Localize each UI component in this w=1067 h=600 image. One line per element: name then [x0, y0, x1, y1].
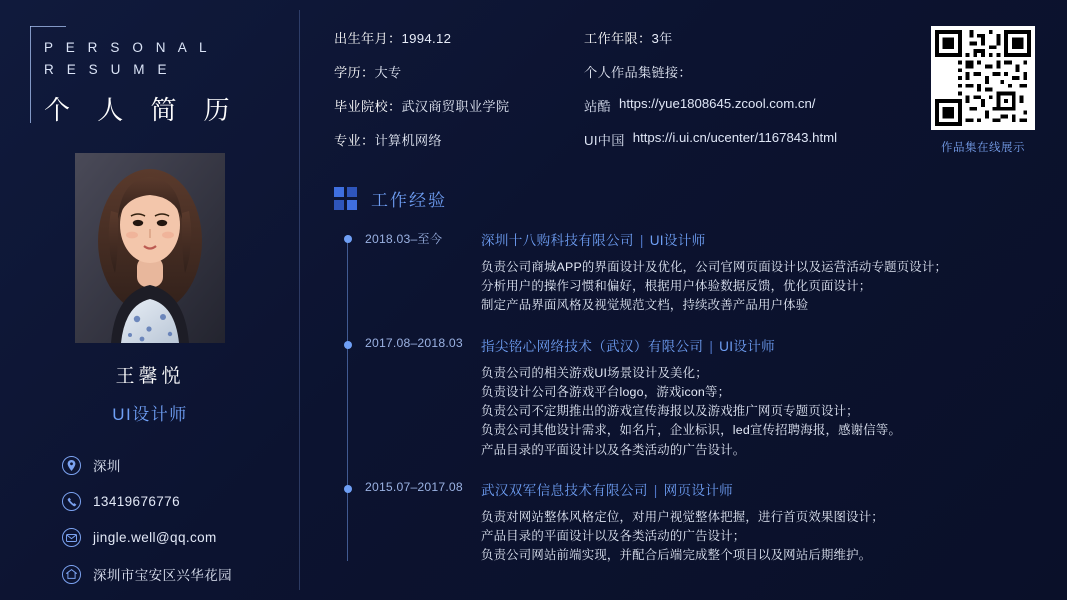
info-school-value: 武汉商贸职业学院: [401, 99, 510, 114]
info-education: [334, 62, 584, 81]
main-content: [300, 0, 1067, 600]
info-birth-value: 1994.12: [401, 31, 452, 46]
profile-name: 王馨悦: [115, 366, 185, 387]
experience-duty: 分析用户的操作习惯和偏好，根据用户体验数据反馈，优化页面设计；: [481, 279, 872, 294]
qr-caption: 作品集在线展示: [941, 142, 1025, 154]
contact-item-address: [62, 564, 300, 584]
four-squares-icon: [334, 187, 358, 211]
info-work-years: [584, 28, 914, 47]
section-title-text: 工作经验: [371, 191, 447, 210]
experience-date: 2017.08–2018.03: [365, 335, 463, 350]
heading-separator: |: [709, 338, 714, 354]
basic-info-column-left: [334, 28, 584, 164]
info-major-value: 计算机网络: [374, 133, 442, 148]
title-rule-vertical: [30, 26, 31, 123]
resume-title-block: [30, 22, 300, 127]
avatar-illustration: [75, 153, 225, 343]
experience-body: [481, 479, 1043, 566]
experience-duty: 负责设计公司各游戏平台logo，游戏icon等；: [481, 384, 731, 399]
info-education-label: 学历：: [334, 65, 375, 80]
portfolio-link-zcool[interactable]: [584, 96, 914, 115]
experience-item: [334, 479, 1043, 566]
experience-company: 深圳十八购科技有限公司: [481, 233, 634, 248]
experience-company: 指尖铭心网络技术（武汉）有限公司: [481, 338, 704, 354]
experience-position: 网页设计师: [663, 482, 734, 498]
experience-duty: 产品目录的平面设计以及各类活动的广告设计；: [481, 528, 746, 543]
timeline-dot-icon: [344, 341, 352, 349]
contact-location-text: 深圳: [93, 459, 121, 474]
location-icon: [62, 456, 81, 475]
qr-code[interactable]: [931, 26, 1035, 130]
info-major: [334, 130, 584, 149]
info-work-years-value: 3年: [651, 31, 673, 46]
contact-email-text: jingle.well@qq.com: [93, 530, 217, 545]
mail-icon: [62, 528, 81, 547]
phone-icon: [62, 492, 81, 511]
contact-phone-text: 13419676776: [93, 494, 180, 509]
experience-item: [334, 229, 1043, 316]
experience-duty: 制定产品界面风格及视觉规范文档，持续改善产品用户体验: [481, 298, 809, 313]
qr-block[interactable]: [927, 26, 1039, 155]
portfolio-link-uicn-url[interactable]: https://i.ui.cn/ucenter/1167843.html: [632, 130, 838, 145]
contact-item-phone: [62, 492, 300, 511]
experience-timeline: [334, 229, 1043, 565]
experience-heading: [481, 229, 1043, 249]
timeline-dot-icon: [344, 235, 352, 243]
experience-duty: 负责公司网站前端实现，并配合后端完成整个项目以及网站后期维护。: [481, 548, 872, 563]
info-major-label: 专业：: [334, 133, 375, 148]
experience-heading: [481, 335, 1043, 355]
title-rule-horizontal: [30, 26, 66, 27]
experience-position: UI设计师: [719, 338, 776, 354]
experience-duty: 负责公司其他设计需求，如名片，企业标识，led宣传招聘海报，感谢信等。: [481, 423, 902, 438]
title-chinese: 个 人 简 历: [44, 95, 240, 125]
info-education-value: 大专: [374, 65, 402, 80]
experience-company: 武汉双军信息技术有限公司: [481, 482, 648, 498]
experience-duty: 负责公司商城APP的界面设计及优化，公司官网页面设计以及运营活动专题页设计；: [481, 260, 948, 274]
info-school: [334, 96, 584, 115]
info-portfolio-label: 个人作品集链接：: [584, 65, 692, 80]
experience-duty: 负责公司不定期推出的游戏宣传海报以及游戏推广网页专题页设计；: [481, 404, 859, 419]
experience-body: [481, 335, 1043, 460]
portfolio-link-zcool-tag: 站酷: [584, 99, 611, 114]
basic-info-column-right: [584, 28, 914, 164]
portfolio-link-uicn-tag: UI中国: [584, 133, 625, 148]
section-header-experience: [334, 186, 1043, 211]
experience-date: 2015.07–2017.08: [365, 479, 463, 494]
experience-duty: 产品目录的平面设计以及各类活动的广告设计。: [481, 442, 746, 457]
heading-separator: |: [653, 482, 658, 498]
info-birth-label: 出生年月：: [334, 31, 402, 46]
timeline-dot-icon: [344, 485, 352, 493]
experience-date: 2018.03–至今: [365, 232, 443, 246]
contact-list: [62, 455, 300, 584]
heading-separator: |: [639, 233, 644, 248]
experience-duty: 负责对网站整体风格定位，对用户视觉整体把握，进行首页效果图设计；: [481, 509, 884, 524]
experience-body: [481, 229, 1043, 316]
qr-code-image: [935, 30, 1031, 126]
portfolio-link-uicn[interactable]: [584, 130, 914, 149]
title-english-line1: P E R S O N A L: [44, 40, 212, 55]
experience-duty: 负责公司的相关游戏UI场景设计及美化；: [481, 365, 708, 380]
info-school-label: 毕业院校：: [334, 99, 402, 114]
profile-role: UI设计师: [112, 405, 188, 424]
left-sidebar: [0, 0, 300, 600]
contact-address-text: 深圳市宝安区兴华花园: [93, 568, 232, 583]
info-work-years-label: 工作年限：: [584, 31, 652, 46]
experience-position: UI设计师: [649, 233, 706, 248]
info-birth: [334, 28, 584, 47]
home-icon: [62, 565, 81, 584]
contact-item-email: [62, 528, 300, 547]
contact-item-location: [62, 455, 300, 475]
experience-heading: [481, 479, 1043, 499]
avatar: [75, 153, 225, 343]
portfolio-link-zcool-url[interactable]: https://yue1808645.zcool.com.cn/: [618, 96, 816, 111]
title-english-line2: R E S U M E: [44, 62, 172, 77]
experience-item: [334, 335, 1043, 460]
